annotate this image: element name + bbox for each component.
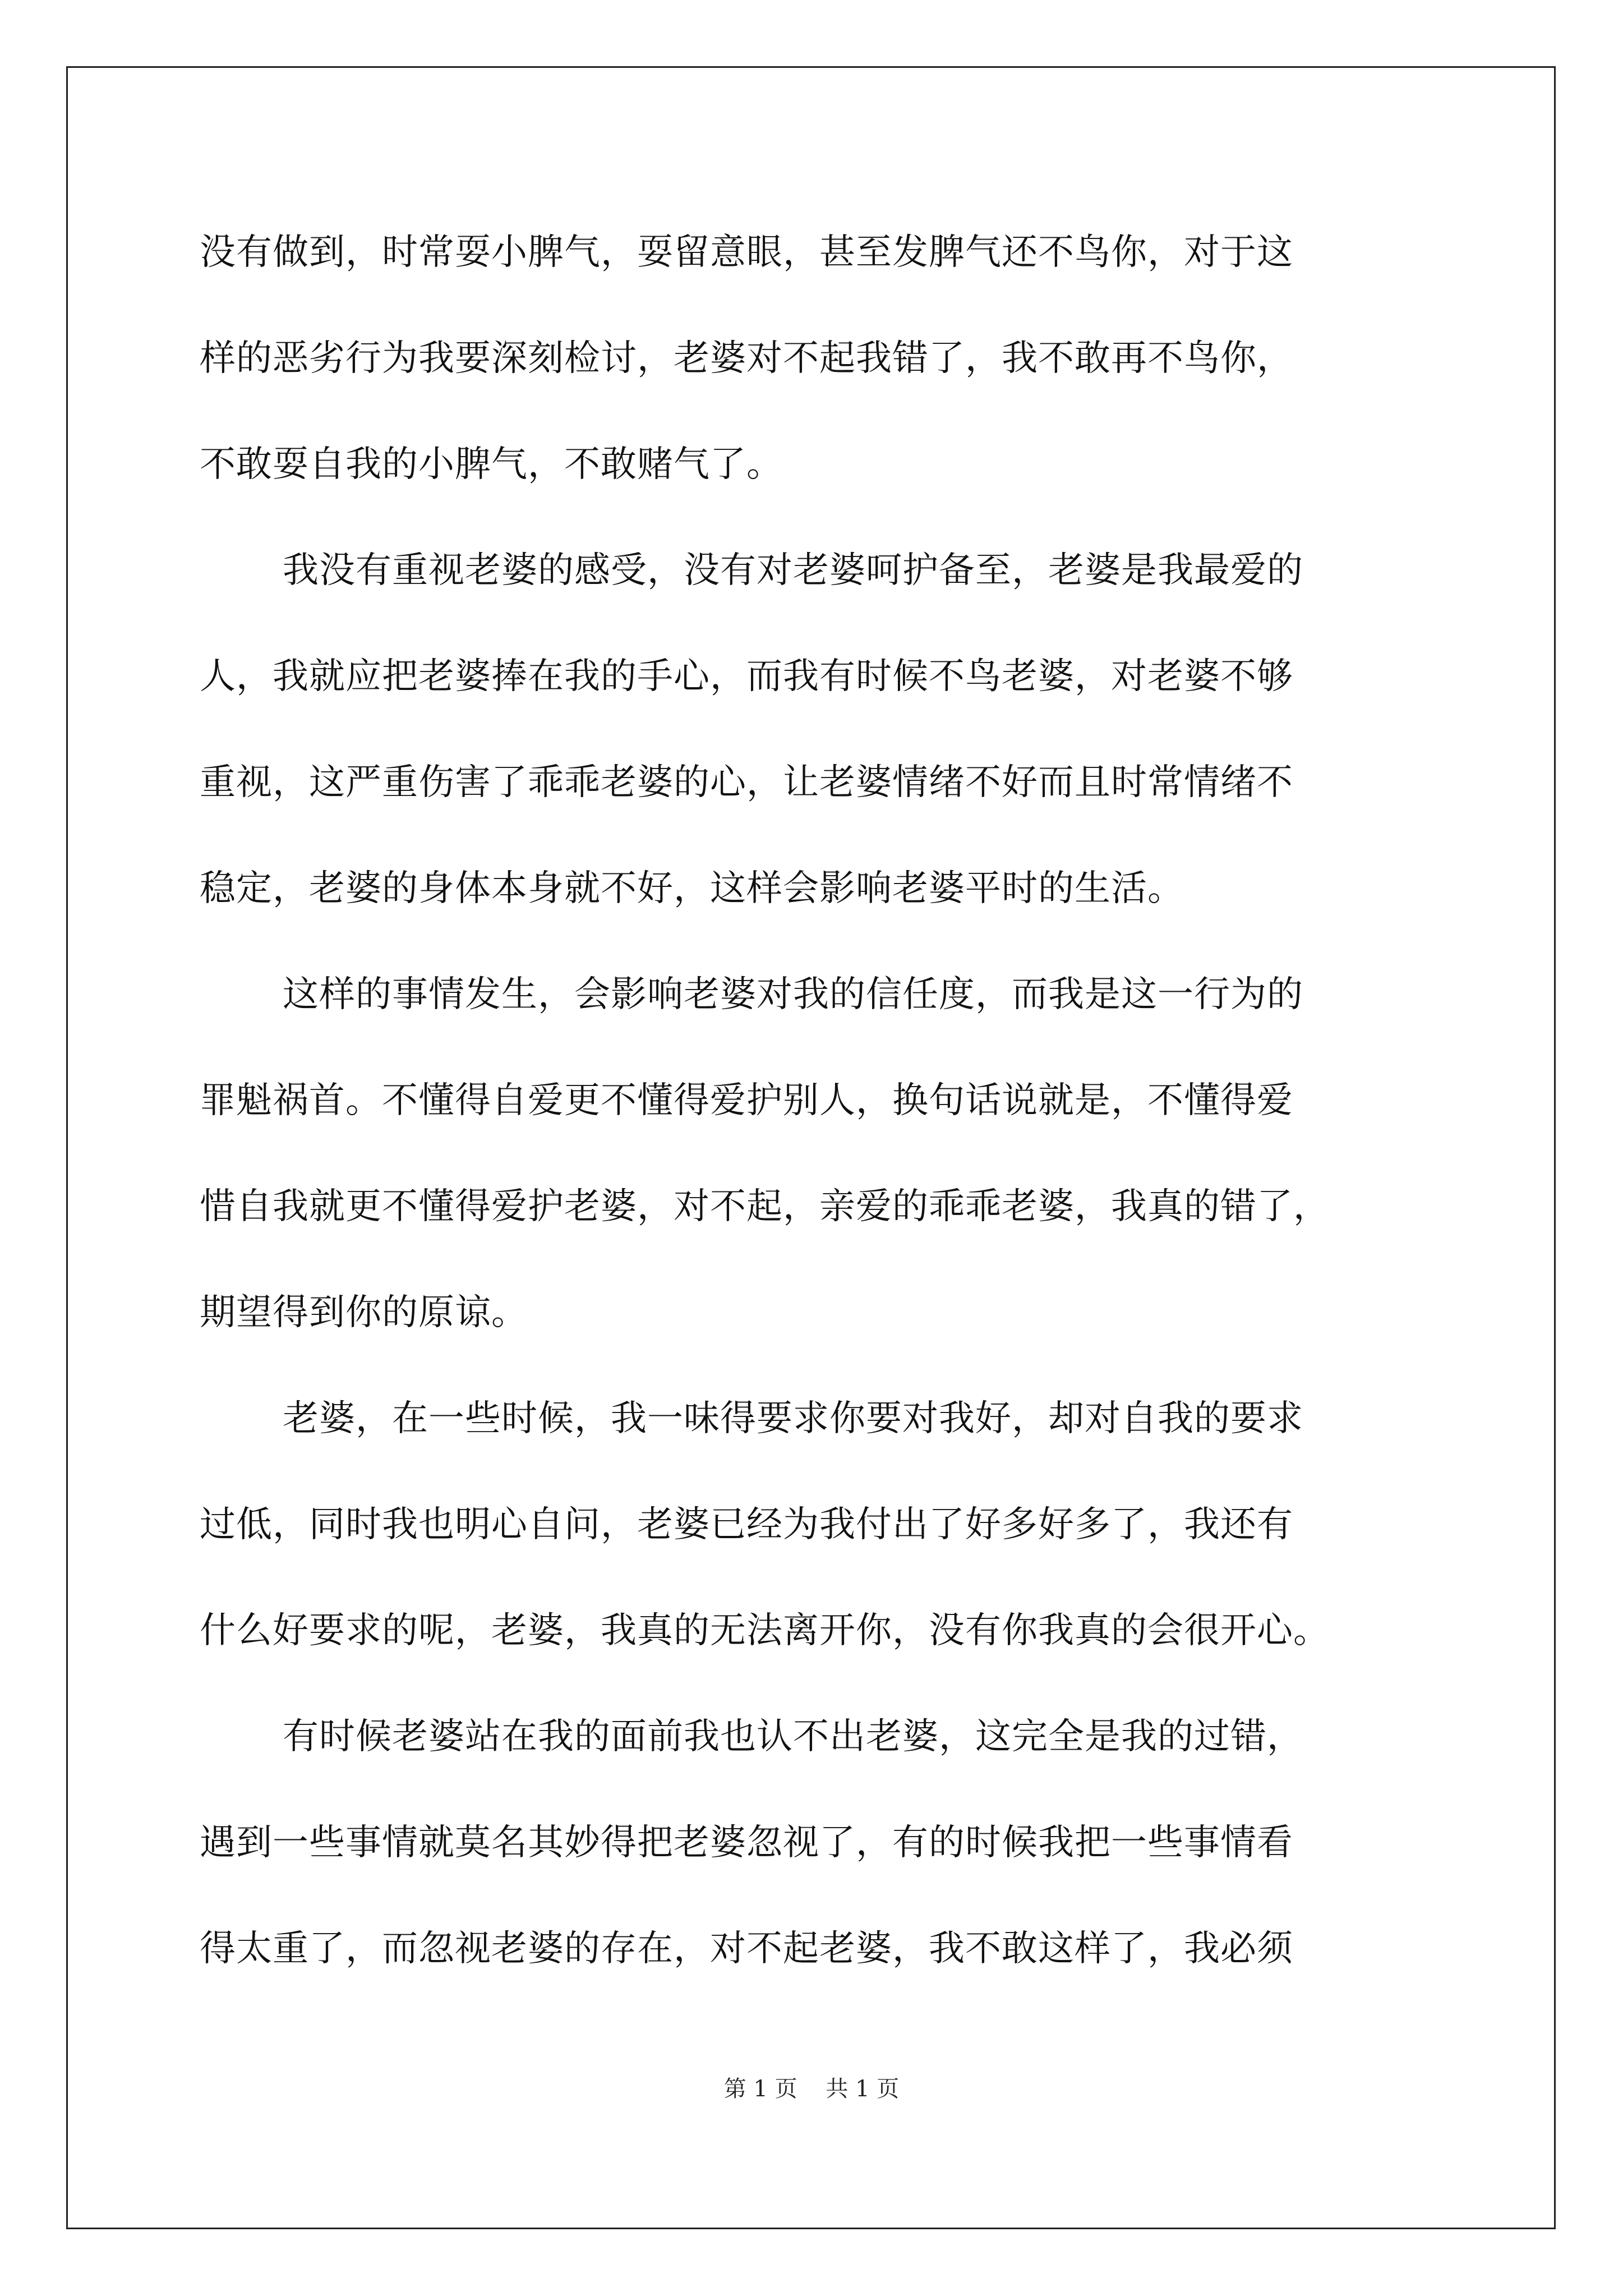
text-line: 罪魁祸首。不懂得自爱更不懂得爱护别人，换句话说就是，不懂得爱 (200, 1080, 1293, 1121)
text-line: 没有做到，时常耍小脾气，耍留意眼，甚至发脾气还不鸟你，对于这 (200, 232, 1293, 273)
text-line: 重视，这严重伤害了乖乖老婆的心，让老婆情绪不好而且时常情绪不 (200, 762, 1293, 803)
text-line: 什么好要求的呢，老婆，我真的无法离开你，没有你我真的会很开心。 (200, 1610, 1330, 1651)
text-line: 惜自我就更不懂得爱护老婆，对不起，亲爱的乖乖老婆，我真的错了， (200, 1186, 1330, 1227)
document-body (200, 213, 1422, 2016)
text-line: 遇到一些事情就莫名其妙得把老婆忽视了，有的时候我把一些事情看 (200, 1822, 1293, 1864)
paragraph-1 (200, 213, 1422, 531)
text-line: 样的恶劣行为我要深刻检讨，老婆对不起我错了，我不敢再不鸟你， (200, 338, 1293, 379)
text-line: 过低，同时我也明心自问，老婆已经为我付出了好多好多了，我还有 (200, 1504, 1293, 1545)
page-number-footer: 第 1 页 共 1 页 (723, 2076, 900, 2102)
paragraph-2 (200, 531, 1422, 955)
text-line: 老婆，在一些时候，我一味得要求你要对我好，却对自我的要求 (283, 1398, 1303, 1439)
text-line: 期望得到你的原谅。 (200, 1292, 528, 1333)
text-line: 这样的事情发生，会影响老婆对我的信任度，而我是这一行为的 (283, 974, 1303, 1015)
text-line: 得太重了，而忽视老婆的存在，对不起老婆，我不敢这样了，我必须 (200, 1928, 1293, 1970)
text-line: 我没有重视老婆的感受，没有对老婆呵护备至，老婆是我最爱的 (283, 550, 1303, 591)
text-line: 人，我就应把老婆捧在我的手心，而我有时候不鸟老婆，对老婆不够 (200, 656, 1293, 697)
text-line: 稳定，老婆的身体本身就不好，这样会影响老婆平时的生活。 (200, 868, 1184, 909)
paragraph-5 (200, 1697, 1422, 2016)
paragraph-3 (200, 955, 1422, 1379)
text-line: 有时候老婆站在我的面前我也认不出老婆，这完全是我的过错， (283, 1716, 1303, 1757)
paragraph-4 (200, 1379, 1422, 1697)
text-line: 不敢耍自我的小脾气，不敢赌气了。 (200, 444, 783, 485)
